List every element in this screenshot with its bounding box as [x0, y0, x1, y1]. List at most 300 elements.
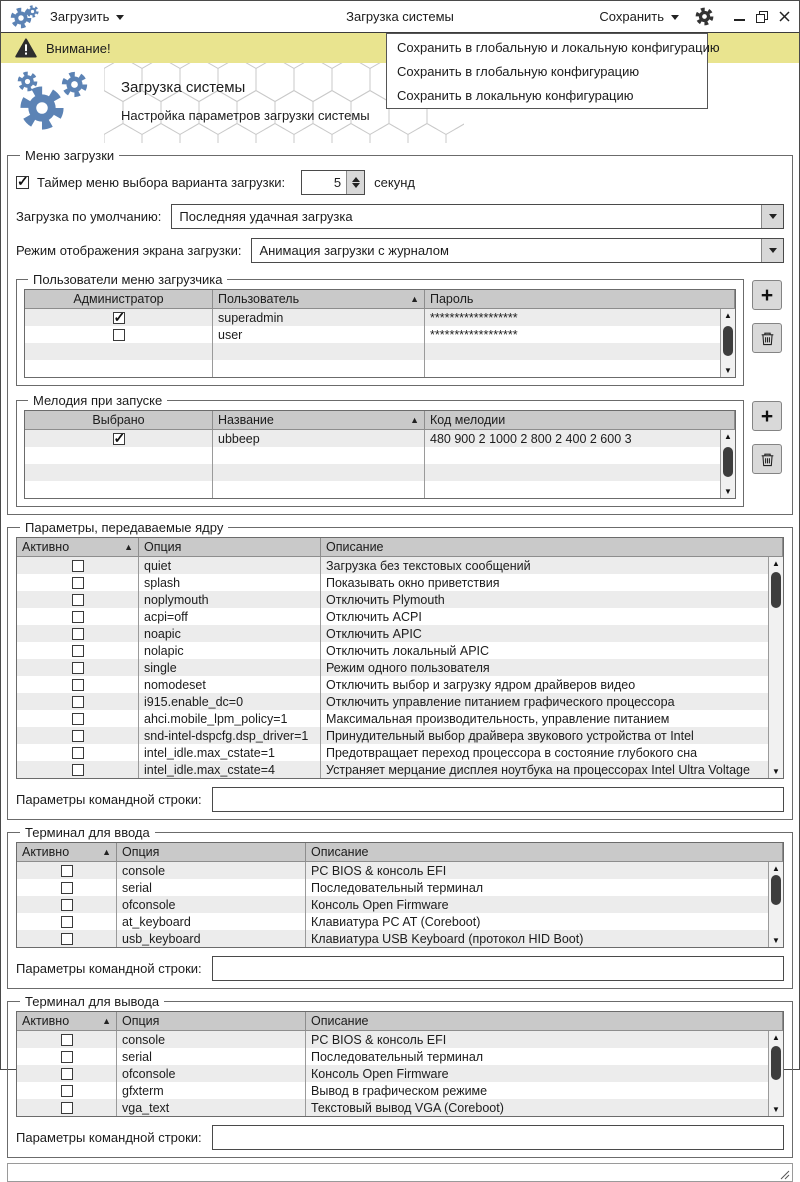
timer-label: Таймер меню выбора варианта загрузки:	[37, 175, 286, 190]
column-header-cell[interactable]	[117, 843, 306, 861]
table-row	[25, 447, 735, 464]
cell-option: nomodeset	[144, 677, 206, 692]
group-boot-menu	[7, 148, 793, 515]
table-cell	[321, 625, 783, 642]
cell-option: intel_idle.max_cstate=1	[144, 745, 275, 760]
group-startup-melody-legend: Мелодия при запуске	[33, 393, 163, 408]
table-row[interactable]	[17, 896, 783, 913]
column-header-label: Опция	[122, 845, 160, 859]
column-header-cell[interactable]	[17, 843, 117, 861]
table-cell	[117, 896, 306, 913]
scrollbar-thumb[interactable]	[771, 875, 781, 905]
table-cell	[321, 608, 783, 625]
row-checkbox[interactable]	[61, 933, 73, 945]
spin-up-icon[interactable]	[352, 177, 360, 182]
column-header-cell[interactable]	[306, 1012, 783, 1030]
column-header-cell[interactable]	[17, 1012, 117, 1030]
scroll-up-button[interactable]: ▲	[769, 557, 783, 570]
table-cell	[117, 879, 306, 896]
table-cell	[321, 693, 783, 710]
add-melody-button[interactable]: +	[752, 401, 782, 431]
cell-user: user	[218, 327, 243, 342]
table-cell	[139, 642, 321, 659]
row-checkbox[interactable]	[72, 611, 84, 623]
row-checkbox[interactable]	[72, 747, 84, 759]
cell-description: Отключить Plymouth	[326, 592, 445, 607]
scroll-up-button[interactable]: ▲	[721, 430, 735, 443]
table-cell	[117, 1031, 306, 1048]
column-header-label: Описание	[311, 845, 369, 859]
cell-option: vga_text	[122, 1100, 170, 1115]
table-cell	[117, 1065, 306, 1082]
cell-option: snd-intel-dspcfg.dsp_driver=1	[144, 728, 309, 743]
table-row[interactable]	[17, 930, 783, 947]
table-row[interactable]	[17, 1031, 783, 1048]
scroll-up-button[interactable]: ▲	[721, 309, 735, 322]
table-cell	[139, 710, 321, 727]
output-terminal-cmdline-label: Параметры командной строки:	[16, 1130, 202, 1145]
column-header-cell[interactable]	[306, 843, 783, 861]
table-cell	[213, 430, 425, 447]
column-header-cell[interactable]	[139, 538, 321, 556]
row-checkbox[interactable]	[61, 899, 73, 911]
menu-item-save-local[interactable]: Сохранить в локальную конфигурацию	[397, 88, 634, 103]
table-cell	[25, 326, 213, 343]
boot-users-table	[24, 289, 736, 378]
table-cell	[17, 676, 139, 693]
close-button[interactable]	[779, 11, 790, 22]
cell-description: Консоль Open Firmware	[311, 897, 449, 912]
cell-name: ubbeep	[218, 431, 260, 446]
input-terminal-cmdline-label: Параметры командной строки:	[16, 961, 202, 976]
table-cell	[25, 447, 213, 464]
table-cell	[17, 574, 139, 591]
chevron-down-icon	[769, 214, 777, 219]
melody-table	[24, 410, 736, 499]
cell-description: Устраняет мерцание дисплея ноутбука на процессорах Intel Ultra Voltage	[326, 762, 750, 777]
table-cell	[17, 1065, 117, 1082]
table-cell	[321, 591, 783, 608]
table-row[interactable]	[17, 659, 783, 676]
vertical-scrollbar[interactable]	[768, 557, 783, 778]
table-cell	[306, 1031, 783, 1048]
column-header-label: Описание	[326, 540, 384, 554]
row-checkbox[interactable]	[61, 1034, 73, 1046]
table-row	[25, 464, 735, 481]
table-cell	[321, 710, 783, 727]
column-header-label: Пользователь	[218, 292, 300, 306]
table-cell	[306, 862, 783, 879]
table-cell	[139, 693, 321, 710]
spinner-buttons[interactable]	[346, 171, 364, 194]
table-row[interactable]	[17, 1065, 783, 1082]
table-cell	[139, 608, 321, 625]
table-cell	[17, 659, 139, 676]
table-cell	[139, 676, 321, 693]
cell-password: ******************	[430, 310, 518, 325]
column-header-cell[interactable]	[213, 411, 425, 429]
cell-option: acpi=off	[144, 609, 188, 624]
cell-user: superadmin	[218, 310, 284, 325]
scrollbar-thumb[interactable]	[723, 326, 733, 356]
cell-description: Последовательный терминал	[311, 1049, 484, 1064]
vertical-scrollbar[interactable]	[720, 309, 735, 377]
timer-checkbox[interactable]	[16, 176, 29, 189]
cell-option: ofconsole	[122, 1066, 176, 1081]
cell-code: 480 900 2 1000 2 800 2 400 2 600 3	[430, 431, 632, 446]
cell-description: Показывать окно приветствия	[326, 575, 500, 590]
table-cell	[17, 710, 139, 727]
cell-description: Загрузка без текстовых сообщений	[326, 558, 531, 573]
row-checkbox[interactable]	[61, 916, 73, 928]
table-row[interactable]	[25, 430, 735, 447]
cell-option: serial	[122, 880, 152, 895]
table-cell	[425, 326, 735, 343]
column-header-label: Активно	[22, 1014, 70, 1028]
table-cell	[213, 326, 425, 343]
table-row[interactable]	[17, 693, 783, 710]
table-row[interactable]	[25, 309, 735, 326]
table-row	[25, 360, 735, 377]
page-title: Загрузка системы	[121, 79, 246, 96]
table-cell	[17, 744, 139, 761]
warning-text: Внимание!	[46, 40, 111, 56]
scroll-down-button[interactable]: ▼	[769, 765, 783, 778]
output-terminal-table	[16, 1011, 784, 1117]
table-cell	[17, 1048, 117, 1065]
window-title: Загрузка системы	[346, 9, 454, 24]
table-row[interactable]	[17, 557, 783, 574]
column-header-label: Опция	[144, 540, 182, 554]
cell-option: splash	[144, 575, 181, 590]
vertical-scrollbar[interactable]	[768, 862, 783, 947]
table-cell	[117, 930, 306, 947]
column-header-label: Пароль	[430, 292, 474, 306]
table-row[interactable]	[17, 608, 783, 625]
row-checkbox[interactable]	[72, 628, 84, 640]
settings-gear-icon[interactable]	[695, 7, 714, 26]
timer-value: 5	[302, 171, 346, 194]
table-row	[25, 343, 735, 360]
spin-down-icon[interactable]	[352, 183, 360, 188]
table-cell	[425, 430, 735, 447]
sort-arrow-icon: ▲	[102, 1016, 111, 1026]
column-header-cell[interactable]	[425, 290, 735, 308]
table-row[interactable]	[17, 642, 783, 659]
column-header-cell[interactable]	[425, 411, 735, 429]
column-header-label: Описание	[311, 1014, 369, 1028]
table-cell	[139, 659, 321, 676]
table-row[interactable]	[17, 676, 783, 693]
menu-item-save-global-local[interactable]: Сохранить в глобальную и локальную конфигурацию	[397, 40, 720, 55]
menu-item-save-global[interactable]: Сохранить в глобальную конфигурацию	[397, 64, 640, 79]
default-boot-value: Последняя удачная загрузка	[179, 209, 353, 224]
table-cell	[306, 930, 783, 947]
table-cell	[306, 913, 783, 930]
warning-icon	[15, 38, 37, 58]
delete-melody-button[interactable]	[752, 444, 782, 474]
chevron-down-icon	[671, 15, 679, 20]
group-kernel-params	[7, 520, 793, 820]
table-cell	[321, 676, 783, 693]
group-boot-users-legend: Пользователи меню загрузчика	[33, 272, 223, 287]
table-cell	[139, 557, 321, 574]
cell-option: nolapic	[144, 643, 184, 658]
sort-arrow-icon: ▲	[102, 847, 111, 857]
table-cell	[117, 1082, 306, 1099]
table-row[interactable]	[17, 574, 783, 591]
column-header-cell[interactable]	[321, 538, 783, 556]
output-terminal-cmdline-input[interactable]	[212, 1125, 784, 1150]
table-cell	[425, 360, 735, 377]
table-cell	[139, 591, 321, 608]
table-cell	[139, 574, 321, 591]
column-header-cell[interactable]	[117, 1012, 306, 1030]
scrollbar-thumb[interactable]	[723, 447, 733, 477]
table-row[interactable]	[17, 710, 783, 727]
column-header-label: Код мелодии	[430, 413, 506, 427]
scroll-down-button[interactable]: ▼	[769, 934, 783, 947]
toolbar	[1, 1, 799, 33]
cell-description: PC BIOS & консоль EFI	[311, 1032, 447, 1047]
table-cell	[17, 591, 139, 608]
cell-description: Клавиатура PC AT (Coreboot)	[311, 914, 481, 929]
row-checkbox[interactable]	[61, 865, 73, 877]
table-cell	[306, 1082, 783, 1099]
table-cell	[425, 464, 735, 481]
cell-description: Отключить ACPI	[326, 609, 422, 624]
row-checkbox[interactable]	[61, 882, 73, 894]
display-mode-label: Режим отображения экрана загрузки:	[16, 243, 242, 258]
table-cell	[25, 343, 213, 360]
table-row[interactable]	[17, 761, 783, 778]
default-boot-select[interactable]	[171, 204, 784, 229]
timer-spinner[interactable]	[301, 170, 365, 195]
kernel-params-table	[16, 537, 784, 779]
table-cell	[25, 309, 213, 326]
table-cell	[321, 744, 783, 761]
display-mode-value: Анимация загрузки с журналом	[259, 243, 449, 258]
table-row[interactable]	[17, 727, 783, 744]
table-row	[25, 481, 735, 498]
kernel-cmdline-input[interactable]	[212, 787, 784, 812]
save-dropdown-menu	[386, 33, 720, 109]
row-checkbox[interactable]	[72, 645, 84, 657]
table-row[interactable]	[17, 744, 783, 761]
trash-icon	[759, 451, 776, 468]
scroll-up-button[interactable]: ▲	[769, 862, 783, 875]
trash-icon	[759, 330, 776, 347]
cell-option: noapic	[144, 626, 181, 641]
cell-option: ahci.mobile_lpm_policy=1	[144, 711, 288, 726]
cell-password: ******************	[430, 327, 518, 342]
row-checkbox[interactable]	[113, 433, 125, 445]
gears-logo-icon	[17, 71, 103, 135]
column-header-label: Активно	[22, 540, 70, 554]
table-cell	[213, 447, 425, 464]
table-cell	[425, 309, 735, 326]
table-cell	[321, 659, 783, 676]
default-boot-label: Загрузка по умолчанию:	[16, 209, 162, 224]
status-bar	[7, 1163, 793, 1182]
cell-option: at_keyboard	[122, 914, 191, 929]
table-row[interactable]	[17, 591, 783, 608]
save-button[interactable]	[599, 9, 679, 24]
table-cell	[117, 1048, 306, 1065]
table-cell	[25, 481, 213, 498]
delete-user-button[interactable]	[752, 323, 782, 353]
cell-description: Отключить APIC	[326, 626, 422, 641]
table-cell	[321, 727, 783, 744]
minimize-button[interactable]	[734, 19, 745, 21]
column-header-cell[interactable]	[25, 290, 213, 308]
cell-option: quiet	[144, 558, 172, 573]
table-row[interactable]	[17, 625, 783, 642]
row-checkbox[interactable]	[113, 329, 125, 341]
input-terminal-table	[16, 842, 784, 948]
cell-option: ofconsole	[122, 897, 176, 912]
cell-option: console	[122, 1032, 166, 1047]
chevron-down-icon	[769, 248, 777, 253]
table-cell	[321, 642, 783, 659]
table-row[interactable]	[25, 326, 735, 343]
vertical-scrollbar[interactable]	[768, 1031, 783, 1116]
table-cell	[17, 862, 117, 879]
kernel-cmdline-label: Параметры командной строки:	[16, 792, 202, 807]
resize-grip[interactable]	[779, 1169, 790, 1180]
cell-description: Клавиатура USB Keyboard (протокол HID Boot)	[311, 931, 584, 946]
row-checkbox[interactable]	[61, 1085, 73, 1097]
cell-description: Вывод в графическом режиме	[311, 1083, 488, 1098]
add-user-button[interactable]: +	[752, 280, 782, 310]
table-cell	[213, 481, 425, 498]
save-button-label: Сохранить	[599, 9, 664, 24]
table-cell	[17, 557, 139, 574]
row-checkbox[interactable]	[72, 679, 84, 691]
table-cell	[139, 744, 321, 761]
scroll-down-button[interactable]: ▼	[721, 364, 735, 377]
table-row[interactable]	[17, 1082, 783, 1099]
cell-description: Текстовый вывод VGA (Coreboot)	[311, 1100, 504, 1115]
vertical-scrollbar[interactable]	[720, 430, 735, 498]
row-checkbox[interactable]	[72, 696, 84, 708]
combo-arrow-button[interactable]	[761, 239, 783, 262]
table-cell	[321, 761, 783, 778]
column-header-label: Администратор	[73, 292, 164, 306]
cell-option: gfxterm	[122, 1083, 164, 1098]
table-cell	[117, 1099, 306, 1116]
input-terminal-cmdline-input[interactable]	[212, 956, 784, 981]
cell-description: Принудительный выбор драйвера звукового устройства от Intel	[326, 728, 694, 743]
table-row[interactable]	[17, 913, 783, 930]
load-button[interactable]	[50, 9, 124, 24]
table-row[interactable]	[17, 879, 783, 896]
row-checkbox[interactable]	[61, 1102, 73, 1114]
column-header-cell[interactable]	[213, 290, 425, 308]
cell-option: console	[122, 863, 166, 878]
table-cell	[25, 360, 213, 377]
row-checkbox[interactable]	[72, 594, 84, 606]
cell-option: i915.enable_dc=0	[144, 694, 244, 709]
chevron-down-icon	[116, 15, 124, 20]
table-cell	[139, 761, 321, 778]
cell-description: PC BIOS & консоль EFI	[311, 863, 447, 878]
column-header-cell[interactable]	[17, 538, 139, 556]
group-boot-menu-legend: Меню загрузки	[25, 148, 115, 163]
group-input-terminal	[7, 825, 793, 989]
table-cell	[425, 447, 735, 464]
scroll-up-button[interactable]: ▲	[769, 1031, 783, 1044]
combo-arrow-button[interactable]	[761, 205, 783, 228]
table-cell	[213, 343, 425, 360]
table-cell	[213, 309, 425, 326]
row-checkbox[interactable]	[72, 713, 84, 725]
cell-option: noplymouth	[144, 592, 209, 607]
table-cell	[17, 642, 139, 659]
table-row[interactable]	[17, 1048, 783, 1065]
cell-option: single	[144, 660, 177, 675]
row-checkbox[interactable]	[72, 764, 84, 776]
cell-description: Режим одного пользователя	[326, 660, 490, 675]
table-row[interactable]	[17, 1099, 783, 1116]
group-input-terminal-legend: Терминал для ввода	[25, 825, 150, 840]
table-cell	[17, 913, 117, 930]
row-checkbox[interactable]	[72, 662, 84, 674]
table-cell	[17, 693, 139, 710]
table-cell	[213, 360, 425, 377]
table-cell	[17, 1099, 117, 1116]
group-output-terminal	[7, 994, 793, 1158]
column-header-cell[interactable]	[25, 411, 213, 429]
table-cell	[306, 1048, 783, 1065]
cell-option: intel_idle.max_cstate=4	[144, 762, 275, 777]
row-checkbox[interactable]	[72, 577, 84, 589]
row-checkbox[interactable]	[72, 730, 84, 742]
group-boot-users	[16, 272, 744, 386]
row-checkbox[interactable]	[113, 312, 125, 324]
row-checkbox[interactable]	[61, 1051, 73, 1063]
cell-description: Отключить локальный APIC	[326, 643, 490, 658]
table-cell	[321, 574, 783, 591]
table-cell	[139, 727, 321, 744]
table-cell	[321, 557, 783, 574]
table-row[interactable]	[17, 862, 783, 879]
column-header-label: Название	[218, 413, 274, 427]
timer-unit-label: секунд	[374, 175, 415, 190]
column-header-label: Опция	[122, 1014, 160, 1028]
table-cell	[213, 464, 425, 481]
table-cell	[306, 1099, 783, 1116]
table-cell	[306, 879, 783, 896]
scrollbar-thumb[interactable]	[771, 1046, 781, 1080]
sort-arrow-icon: ▲	[410, 294, 419, 304]
row-checkbox[interactable]	[61, 1068, 73, 1080]
display-mode-select[interactable]	[251, 238, 784, 263]
scroll-down-button[interactable]: ▼	[769, 1103, 783, 1116]
table-cell	[425, 481, 735, 498]
cell-description: Последовательный терминал	[311, 880, 484, 895]
app-gears-icon	[10, 5, 40, 29]
table-cell	[17, 1082, 117, 1099]
cell-description: Отключить управление питанием графического процессора	[326, 694, 675, 709]
restore-button[interactable]	[756, 11, 768, 23]
scroll-down-button[interactable]: ▼	[721, 485, 735, 498]
table-cell	[306, 896, 783, 913]
cell-option: serial	[122, 1049, 152, 1064]
row-checkbox[interactable]	[72, 560, 84, 572]
scrollbar-thumb[interactable]	[771, 572, 781, 608]
table-cell	[117, 913, 306, 930]
